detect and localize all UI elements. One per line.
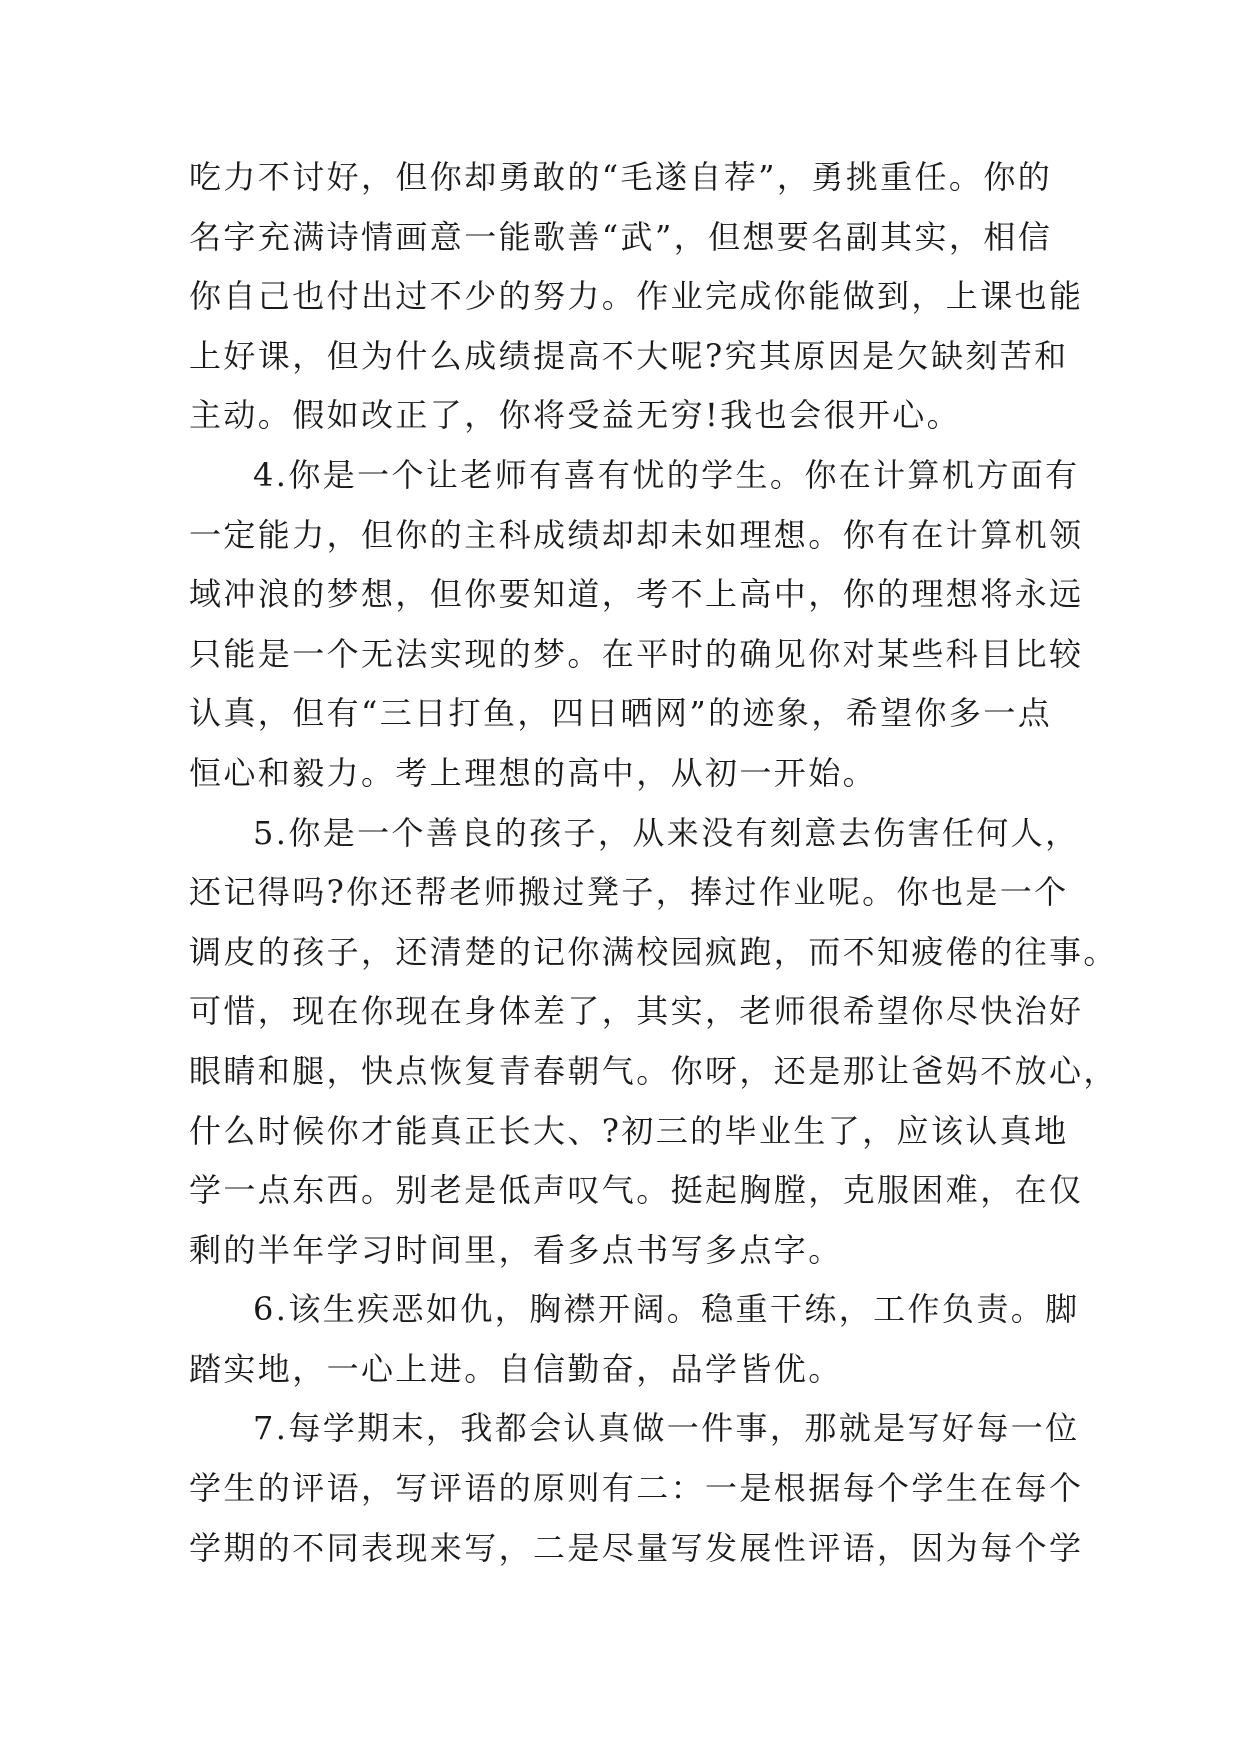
text-line: 可惜，现在你现在身体差了，其实，老师很希望你尽快治好	[189, 992, 1084, 1031]
text-line: 名字充满诗情画意一能歌善“武”，但想要名副其实，相信	[189, 217, 1053, 256]
text-line: 域冲浪的梦想，但你要知道，考不上高中，你的理想将永远	[189, 575, 1084, 614]
text-line: 学期的不同表现来写，二是尽量写发展性评语，因为每个学	[189, 1528, 1084, 1567]
text-line: 调皮的孩子，还清楚的记你满校园疯跑，而不知疲倦的往事。	[189, 932, 1118, 971]
text-line: 主动。假如改正了，你将受益无穷!我也会很开心。	[189, 396, 962, 435]
text-line: 只能是一个无法实现的梦。在平时的确见你对某些科目比较	[189, 634, 1084, 673]
text-line: 你自己也付出过不少的努力。作业完成你能做到，上课也能	[189, 277, 1084, 316]
paragraph-6-start: 6.该生疾恶如仇，胸襟开阔。稳重干练，工作负责。脚	[253, 1290, 1080, 1329]
document-page	[189, 148, 1118, 1578]
text-line: 一定能力，但你的主科成绩却却未如理想。你有在计算机领	[189, 515, 1084, 554]
paragraph-4-start: 4.你是一个让老师有喜有忧的学生。你在计算机方面有	[253, 455, 1080, 494]
text-line: 恒心和毅力。考上理想的高中，从初一开始。	[189, 753, 878, 792]
text-line: 什么时候你才能真正长大、?初三的毕业生了，应该认真地	[189, 1111, 1069, 1150]
paragraph-5-start: 5.你是一个善良的孩子，从来没有刻意去伤害任何人，	[253, 813, 1080, 852]
text-line: 学一点东西。别老是低声叹气。挺起胸膛，克服困难，在仅	[189, 1171, 1084, 1210]
text-line: 剩的半年学习时间里，看多点书写多点字。	[189, 1230, 843, 1269]
text-line: 还记得吗?你还帮老师搬过凳子，捧过作业呢。你也是一个	[189, 873, 1069, 912]
text-line: 吃力不讨好，但你却勇敢的“毛遂自荐”，勇挑重任。你的	[189, 158, 1053, 196]
text-line: 上好课，但为什么成绩提高不大呢?究其原因是欠缺刻苦和	[189, 336, 1069, 375]
text-line: 踏实地，一心上进。自信勤奋，品学皆优。	[189, 1349, 843, 1388]
paragraph-7-start: 7.每学期末，我都会认真做一件事，那就是写好每一位	[253, 1409, 1080, 1448]
text-line: 学生的评语，写评语的原则有二：一是根据每个学生在每个	[189, 1469, 1084, 1508]
text-line: 眼睛和腿，快点恢复青春朝气。你呀，还是那让爸妈不放心，	[189, 1051, 1118, 1090]
text-line: 认真，但有“三日打鱼，四日晒网”的迹象，希望你多一点	[189, 694, 1053, 733]
